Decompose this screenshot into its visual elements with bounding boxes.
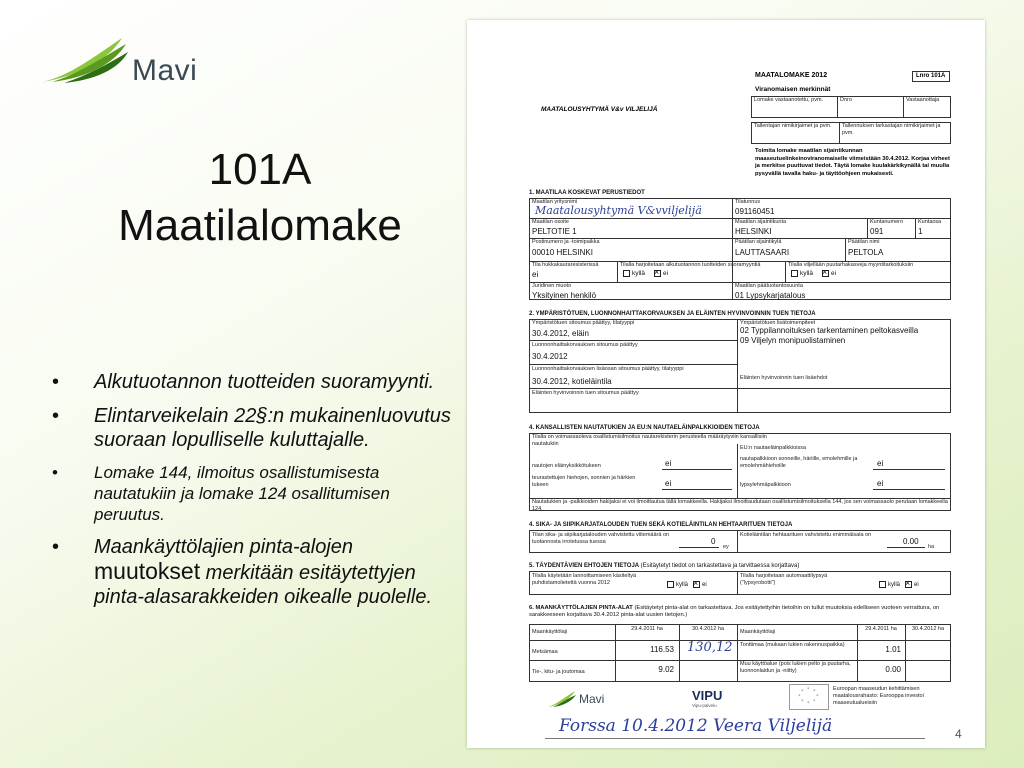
eu-flag-icon: [789, 684, 829, 710]
label: Tilalla käytetään lannoittamiseen käsiteltyä puhdistamolietettä vuonna 2012: [532, 573, 637, 586]
checkbox-label: kyllä: [676, 582, 689, 589]
lannoitus-checkboxes: [667, 581, 707, 588]
svg-text:*: *: [813, 699, 816, 705]
column-header: 30.4.2012 ha: [691, 626, 725, 632]
bullet-list: [52, 370, 452, 619]
label: Tallentajan nimikirjaimet ja pvm.: [754, 123, 832, 129]
table-cell: Metsämaa: [532, 649, 558, 655]
table-cell: Muu käyttöalue (pois lukien pelto ja puutarha, luonnonlaidun ja -niitty): [740, 661, 851, 674]
footer-vipu-text: VIPU: [692, 688, 723, 703]
bullet-text-before: Maankäyttölajien pinta-alojen: [94, 536, 354, 558]
form-title: MAATALOMAKE 2012: [755, 72, 828, 79]
checkbox-label: ei: [831, 270, 837, 278]
slide-title-line1: 101A: [208, 145, 312, 194]
field-ymparistotuki: 30.4.2012, eläin: [532, 329, 589, 338]
label: Tilan sika- ja siipikarjatalouden vahvistettu viitemäärä on tuotannosta irrotetussa tuessa: [532, 532, 670, 545]
page-number: 4: [955, 727, 962, 741]
label: Tila hukkakauraresisterissä: [532, 262, 599, 268]
checkbox-label: kyllä: [800, 270, 814, 278]
table-cell: 1.01: [885, 645, 901, 654]
bullet-item: • Lomake 144, ilmoitus osallistumisesta nautatukiin ja lomake 124 osallitumisen peruutus.: [52, 462, 452, 525]
form-lnro: Lnro 101A: [916, 73, 946, 79]
svg-text:*: *: [801, 689, 804, 695]
checkbox-kylla[interactable]: [791, 270, 798, 277]
section6-title: [529, 605, 949, 619]
label: lypsylehmäpalkkioon: [740, 482, 791, 488]
field-toimenpide-1: 02 Typpilannoituksen tarkentaminen peltokasveilla: [740, 326, 919, 335]
svg-text:*: *: [813, 689, 816, 695]
label: teurastettujen hiehojen, sonnien ja härkien tukeen: [532, 475, 636, 488]
label: Maatilan päätuotantosuunta: [735, 283, 803, 289]
column-header: Maankäyttölaji: [740, 629, 776, 635]
table-cell: 116.53: [650, 645, 674, 654]
svg-text:*: *: [816, 694, 819, 700]
label: Vastaanottaja: [906, 97, 940, 103]
section4b-title: 4. SIKA- JA SIIPIKARJATALOUDEN TUEN SEKÄ KOTIELÄINTILAN HEHTAARITUEN TIETOJA: [529, 522, 793, 528]
svg-text:*: *: [807, 687, 810, 693]
label: Päätilan nimi: [848, 239, 880, 245]
checkbox-ei-checked[interactable]: [822, 270, 829, 277]
checkbox-ei-checked[interactable]: [905, 581, 912, 588]
footer-vipu-logo: [692, 688, 722, 708]
checkbox-label: ei: [914, 582, 919, 589]
checkbox-ei-checked[interactable]: [693, 581, 700, 588]
puutarha-checkboxes: [791, 270, 836, 277]
label: Maatilan sijaintikunta: [735, 219, 787, 225]
field-kotielain: 0.00: [903, 537, 919, 546]
label: Maatilan yritysnimi: [532, 199, 578, 205]
field-yritysnimi: Maatalousyhtymä V&vviljelijä: [535, 204, 702, 217]
field-teurastettujen: ei: [665, 479, 672, 488]
label: Tilalla harjoitetaan automaattilypsyä ("lypsyrobotti"): [740, 573, 828, 586]
label: Tilalla on voimassaoleva osallistumisilmoitus nautarekisterin perusteella määräytyviin kansallisiin nautatukiin: [532, 434, 767, 447]
section4-title: 4. KANSALLISTEN NAUTATUKIEN JA EU:N NAUTAELÄINPALKKIOIDEN TIETOJA: [529, 425, 760, 431]
checkbox-kylla[interactable]: [879, 581, 886, 588]
checkbox-kylla[interactable]: [623, 270, 630, 277]
label: Eläinten hyvinvoinnin tuen lisäehdot: [740, 375, 828, 381]
mavi-logo: [40, 36, 220, 88]
label: Ympäristötuen lisätoimenpiteet: [740, 320, 816, 326]
suoramyynti-checkboxes: [623, 270, 668, 277]
section6-title-text: 6. MAANKÄYTTÖLAJIEN PINTA-ALAT: [529, 605, 633, 611]
field-postinumero: 00010 HELSINKI: [532, 248, 593, 257]
bullet-item: • Elintarveikelain 22§:n mukainenluovutus suoraan lopulliselle kuluttajalle.: [52, 404, 452, 452]
field-sika: 0: [711, 537, 716, 546]
label: Postinumero ja -toimipaikka: [532, 239, 600, 245]
footer-vipu-sub: Vipu-palvelu: [692, 703, 717, 708]
bullet-item: [52, 535, 452, 609]
label: nautapalkkioon sonneille, häriille, emolehmille ja emolehmähiehoille: [740, 456, 858, 469]
label: Ympäristötuen sitoumus päättyy, tilatyyppi: [532, 320, 635, 326]
label: Lomake vastaanotettu, pvm.: [754, 97, 824, 103]
slide-title-line2: Maatilalomake: [118, 201, 402, 250]
checkbox-label: ei: [702, 582, 707, 589]
mavi-leaf-icon: [547, 690, 577, 708]
signature: Forssa 10.4.2012 Veera Viljelijä: [559, 716, 833, 736]
footer-mavi-text: Mavi: [579, 692, 605, 706]
column-header: 30.4.2012 ha: [911, 626, 945, 632]
bullet-emphasis: muutokset: [94, 558, 201, 584]
applicant-name: MAATALOUSYHTYMÄ V&v VILJELIJÄ: [541, 106, 658, 113]
label: nautojen eläinyksikkötukeen: [532, 463, 601, 469]
handwritten-correction: 130,12: [687, 640, 733, 655]
label: Dnro: [840, 97, 852, 103]
section5-subtitle: (Esitäytetyt tiedot on tarkastettava ja tarvittaessa korjattava): [640, 563, 800, 569]
label: Tilalla harjoitetaan alkutuotannon tuotteiden suoramyyntiä: [620, 262, 761, 268]
field-osoite: PELTOTIE 1: [532, 227, 577, 236]
field-toimenpide-2: 09 Viljelyn monipuolistaminen: [740, 336, 846, 345]
field-tilatunnus: 091160451: [735, 207, 775, 216]
table-cell: Tonttimaa (mukaan lukien rakennuspaikka): [740, 642, 845, 648]
automaatti-checkboxes: [879, 581, 919, 588]
column-header: 29.4.2011 ha: [865, 626, 897, 632]
section6-subtitle: (Esitäytetyt pinta-alat on tarkastettava. Jos esitäytettyihin tietoihin on tullut muutoksia edelliseen vuoteen verrattuna, on sarakkeeseen korjattava 30.4.2012 pinta-alat uusien tietojen.): [529, 605, 940, 618]
section4-note: Nautatukien ja -palkkioiden hakijaksi ei voi ilmoittautua tällä lomakkeella. Hakijaksi ilmoittaudutaan osallistumisilmoituksella 144, jos sen voimassaolo perutaan lomakkeella 124.: [532, 499, 948, 512]
checkbox-label: kyllä: [632, 270, 646, 278]
svg-text:*: *: [801, 699, 804, 705]
field-tilan-nimi: PELTOLA: [848, 248, 884, 257]
form-notice: Toimita lomake maatilan sijaintikunnan maaseutuelinkeinoviranomaiselle viimeistään 30.4.2012. Korjaa virheet ja merkitse puuttuvat tiedot. Täytä lomake kuulakärkikynällä tai muulla pysyvällä tavalla haku- ja täyttöohjeen mukaisesti.: [755, 148, 950, 177]
unit-label: ha: [928, 544, 935, 550]
section2-title: 2. YMPÄRISTÖTUEN, LUONNONHAITTAKORVAUKSEN JA ELÄINTEN HYVINVOINNIN TUEN TIETOJA: [529, 311, 816, 317]
footer-eu-text: Euroopan maaseudun kehittämisen maatalousrahasto: Eurooppa investoi maaseutualueisiin: [833, 686, 924, 706]
label: Juridinen muoto: [532, 283, 572, 289]
label: Kuntanumero: [870, 219, 904, 225]
label: Eläinten hyvinvoinnin tuen sitoumus päättyy: [532, 390, 639, 396]
label: Tilatunnus: [735, 199, 761, 205]
label: Luonnonhaittakorvauksen sitoumus päättyy: [532, 342, 638, 348]
field-muoto: Yksityinen henkilö: [532, 291, 597, 300]
bullet-text-after: merkitään esitäytettyjen pinta-alasarakkeiden oikealle puolelle.: [94, 562, 432, 608]
checkbox-kylla[interactable]: [667, 581, 674, 588]
bullet-item: • Alkutuotannon tuotteiden suoramyynti.: [52, 370, 452, 394]
viranomaisen-merkinnat: Viranomaisen merkinnät: [755, 86, 831, 93]
label: EU:n nautaeläinpalkkioissa: [740, 445, 807, 451]
field-hukkakaura: ei: [532, 270, 539, 279]
table-cell: 9.02: [658, 665, 674, 674]
field-tuotantosuunta: 01 Lypsykarjatalous: [735, 291, 806, 300]
field-sijaintikyla: LAUTTASAARI: [735, 248, 790, 257]
field-elainyksikko: ei: [665, 459, 672, 468]
mavi-leaf-icon: [40, 36, 132, 86]
table-cell: Tie-, kitu- ja joutomaa: [532, 669, 585, 675]
field-lhk: 30.4.2012: [532, 352, 568, 361]
label: Tallennuksen tarkastajan nimikirjaimet ja pvm.: [842, 123, 941, 136]
column-header: 29.4.2011 ha: [631, 626, 663, 632]
field-nautapalkkio: ei: [877, 459, 884, 468]
label: Luonnonhaittakorvauksen lisäosan sitoumus päättyy, tilatyyppi: [532, 366, 684, 372]
label: Päätilan sijaintikylä: [735, 239, 782, 245]
label: Kuntaosa: [918, 219, 942, 225]
section1-title: 1. MAATILAA KOSKEVAT PERUSTIEDOT: [529, 190, 645, 196]
label: Maatilan osoite: [532, 219, 569, 225]
scanned-form: [467, 20, 985, 748]
checkbox-label: ei: [663, 270, 669, 278]
field-lypsylehma: ei: [877, 479, 884, 488]
checkbox-label: kyllä: [888, 582, 901, 589]
label: Kotieläintilan hehtaarituen vahvistettu enimmäisala on: [740, 532, 872, 538]
table-cell: 0.00: [885, 665, 901, 674]
label: Tilalla viljellään puutarhakasveja myyntitarkoituksiin: [788, 262, 914, 268]
field-kuntaosa: 1: [918, 227, 923, 236]
unit-label: ey: [723, 544, 729, 550]
field-lisaosa: 30.4.2012, kotieläintila: [532, 377, 612, 386]
footer-mavi-logo: [547, 688, 617, 712]
section5-title-text: 5. TÄYDENTÄVIEN EHTOJEN TIETOJA: [529, 563, 639, 569]
field-kuntanumero: 091: [870, 227, 884, 236]
svg-text:*: *: [798, 694, 801, 700]
svg-text:*: *: [807, 701, 810, 707]
mavi-logo-text: Mavi: [132, 54, 198, 87]
slide-title: [40, 142, 480, 254]
column-header: Maankäyttölaji: [532, 629, 568, 635]
section5-title: [529, 563, 799, 569]
field-kunta: HELSINKI: [735, 227, 772, 236]
checkbox-ei-checked[interactable]: [654, 270, 661, 277]
